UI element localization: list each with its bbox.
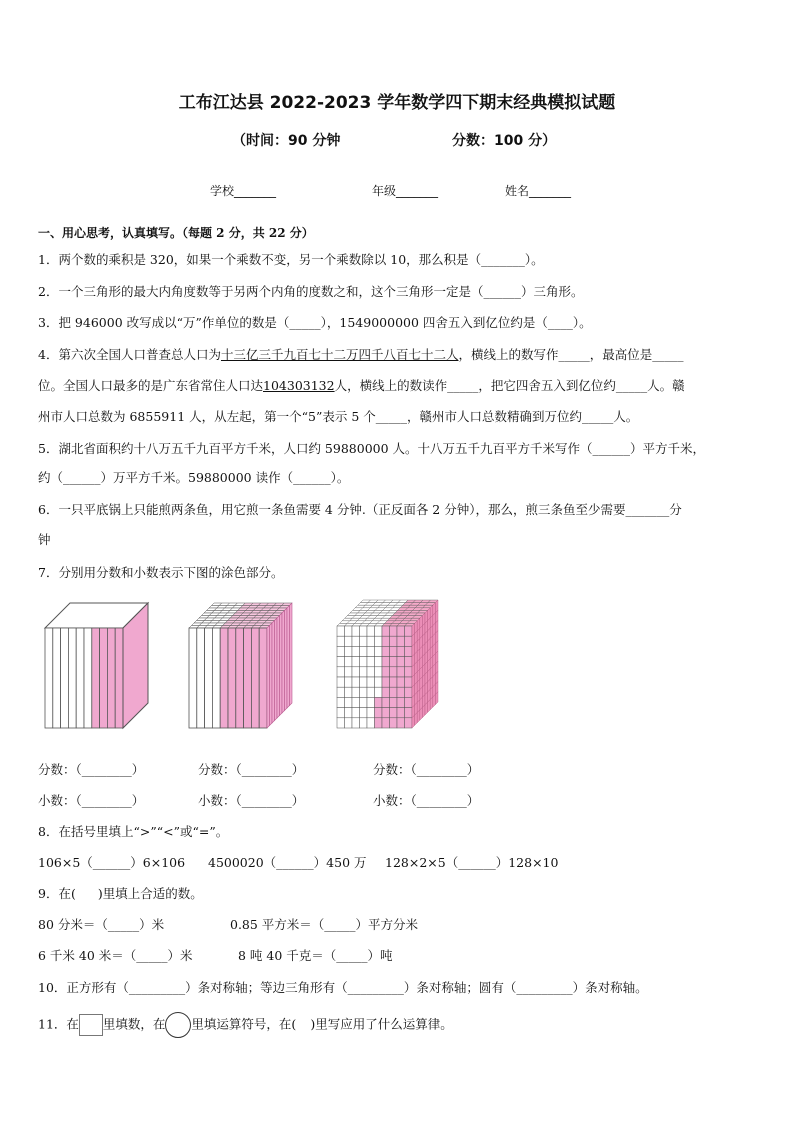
front-cube (397, 677, 405, 687)
front-column (220, 628, 228, 728)
question-3: 3．把 946000 改写成以“万”作单位的数是（_____），1549000000 四舍五入到亿位约是（____）。 (38, 315, 592, 330)
q11-text: 里填数，在 (102, 1016, 166, 1032)
cube-columns (189, 603, 292, 728)
front-cube (390, 636, 398, 646)
front-cube (367, 646, 375, 656)
q11-text: 里填运算符号，在( (191, 1016, 297, 1032)
unit-item-1[interactable]: 80 分米＝（_____）米 (38, 917, 165, 932)
front-cube (360, 687, 368, 697)
front-cube (345, 626, 353, 636)
front-cube (337, 708, 345, 718)
front-cube (360, 677, 368, 687)
front-cube (382, 677, 390, 687)
front-cube (337, 718, 345, 728)
front-column (212, 628, 220, 728)
cube-slice (61, 628, 69, 728)
side-slice (282, 611, 285, 714)
q4-underlined-number: 104303132 (263, 378, 335, 393)
front-cube (390, 697, 398, 707)
front-cube (360, 646, 368, 656)
front-cube (397, 636, 405, 646)
q9-text: 9．在( (38, 886, 76, 901)
front-cube (345, 677, 353, 687)
front-cube (360, 657, 368, 667)
front-cube (382, 646, 390, 656)
front-cube (382, 687, 390, 697)
front-column (244, 628, 252, 728)
front-cube (337, 667, 345, 677)
exam-score: 分数：100 分） (452, 133, 557, 149)
cube-slice (92, 628, 100, 728)
question-7: 7．分别用分数和小数表示下图的涂色部分。 (38, 565, 284, 580)
front-cube (405, 708, 413, 718)
front-cube (345, 718, 353, 728)
q4-text: 人，横线上的数读作_____，把它四舍五入到亿位约_____人。赣 (334, 378, 685, 393)
front-column (197, 628, 205, 728)
front-cube (337, 636, 345, 646)
cube-slice (76, 628, 84, 728)
front-cube (360, 667, 368, 677)
front-cube (352, 636, 360, 646)
front-cube (345, 708, 353, 718)
decimal-answer-1[interactable]: 小数：（________） (38, 793, 145, 808)
front-cube (352, 626, 360, 636)
question-8: 8．在括号里填上“>”“<”或“=”。 (38, 824, 229, 839)
front-cube (337, 646, 345, 656)
front-cube (397, 657, 405, 667)
question-1: 1．两个数的乘积是 320，如果一个乘数不变，另一个乘数除以 10，那么积是（_______）。 (38, 252, 544, 267)
front-cube (397, 718, 405, 728)
cube-slice (53, 628, 61, 728)
front-cube (352, 697, 360, 707)
front-cube (375, 636, 383, 646)
front-cube (345, 657, 353, 667)
cube-slice (84, 628, 92, 728)
side-slice (290, 603, 293, 706)
cube-slice (115, 628, 123, 728)
front-cube (375, 657, 383, 667)
front-cube (360, 718, 368, 728)
question-10: 10．正方形有（_________）条对称轴；等边三角形有（_________）条对称轴；圆有（_________）条对称轴。 (38, 980, 648, 995)
exam-time: （时间：90 分钟 (232, 133, 341, 149)
front-cube (397, 667, 405, 677)
cube-slices (45, 628, 123, 728)
front-cube (375, 718, 383, 728)
decimal-answer-3[interactable]: 小数：（________） (373, 793, 480, 808)
front-cube (405, 677, 413, 687)
front-cube (390, 687, 398, 697)
side-slice (275, 618, 278, 721)
front-cube (405, 687, 413, 697)
front-cube (345, 667, 353, 677)
front-cube (337, 697, 345, 707)
cube-slice (100, 628, 108, 728)
front-cube (367, 657, 375, 667)
front-cube (390, 718, 398, 728)
operator-circle (165, 1012, 191, 1038)
front-column (228, 628, 236, 728)
q11-text: )里写应用了什么运算律。 (310, 1016, 453, 1032)
front-cube (382, 626, 390, 636)
q4-underlined-text: 十三亿三千九百七十二万四千八百七十二人 (220, 347, 459, 362)
front-cube (382, 708, 390, 718)
front-cube (360, 636, 368, 646)
side-slice (267, 626, 270, 729)
front-cube (352, 718, 360, 728)
front-cube (382, 697, 390, 707)
fraction-answer-1[interactable]: 分数：（________） (38, 762, 145, 777)
fraction-answer-2[interactable]: 分数：（________） (198, 762, 305, 777)
front-cube (367, 697, 375, 707)
unit-item-3[interactable]: 6 千米 40 米＝（_____）米 (38, 948, 193, 963)
question-5-line-2: 约（______）万平方千米。59880000 读作（______）。 (38, 470, 350, 485)
front-cube (367, 718, 375, 728)
compare-item-3[interactable]: 128×2×5（______）128×10 (385, 855, 559, 870)
front-cube (405, 646, 413, 656)
front-cube (405, 718, 413, 728)
name-field[interactable]: 姓名_______ (505, 184, 572, 198)
front-cube (405, 626, 413, 636)
grade-field[interactable]: 年级_______ (372, 184, 439, 198)
side-slice (280, 613, 283, 716)
front-cube (337, 687, 345, 697)
front-cube (375, 667, 383, 677)
cube-slice (45, 628, 53, 728)
front-column (259, 628, 267, 728)
q9-text: )里填上合适的数。 (97, 886, 203, 901)
front-cube (352, 646, 360, 656)
question-2: 2．一个三角形的最大内角度数等于另两个内角的度数之和，这个三角形一定是（______）三角形。 (38, 284, 584, 299)
unit-item-2[interactable]: 0.85 平方米＝（_____）平方分米 (230, 917, 419, 932)
question-4-line-1 (38, 345, 684, 363)
front-cube (375, 697, 383, 707)
front-column (236, 628, 244, 728)
front-cube (397, 708, 405, 718)
question-6-line-1: 6．一只平底锅上只能煎两条鱼，用它煎一条鱼需要 4 分钟.（正反面各 2 分钟），那么，煎三条鱼至少需要_______分 (38, 502, 682, 517)
front-cube (352, 667, 360, 677)
front-cube (345, 697, 353, 707)
front-cube (345, 687, 353, 697)
side-slice (277, 616, 280, 719)
front-cube (375, 677, 383, 687)
question-11 (38, 1012, 453, 1038)
front-cube (375, 626, 383, 636)
unit-item-4[interactable]: 8 吨 40 千克＝（_____）吨 (238, 948, 393, 963)
front-cube (382, 667, 390, 677)
front-cube (397, 646, 405, 656)
front-cube (337, 657, 345, 667)
front-cube (352, 708, 360, 718)
front-cube (367, 636, 375, 646)
front-cube (397, 687, 405, 697)
front-cube (405, 697, 413, 707)
cube-figure-thousandths (335, 594, 440, 734)
front-cube (367, 626, 375, 636)
front-cube (367, 667, 375, 677)
front-cube (345, 636, 353, 646)
front-cube (382, 657, 390, 667)
decimal-answer-2[interactable]: 小数：（________） (198, 793, 305, 808)
compare-item-2[interactable]: 4500020（______）450 万 (208, 855, 367, 870)
front-cube (345, 646, 353, 656)
number-box (79, 1014, 103, 1036)
question-6-line-2: 钟 (38, 532, 51, 547)
front-cube (405, 667, 413, 677)
front-cube (390, 677, 398, 687)
front-cube (352, 657, 360, 667)
side-slice (285, 608, 288, 711)
cube-slice (107, 628, 115, 728)
question-4-line-2 (38, 376, 685, 394)
front-cube (360, 708, 368, 718)
front-column (251, 628, 259, 728)
q4-text: 位。全国人口最多的是广东省常住人口达 (38, 378, 264, 393)
question-9 (38, 884, 203, 902)
front-cube (367, 687, 375, 697)
section-heading: 一、用心思考，认真填写。（每题 2 分，共 22 分） (38, 226, 314, 240)
question-5-line-1: 5．湖北省面积约十八万五千九百平方千米，人口约 59880000 人。十八万五千九百平方千米写作（______）平方千米， (38, 441, 706, 456)
front-cube (390, 657, 398, 667)
side-slice (270, 623, 273, 726)
cube-slice (68, 628, 76, 728)
front-cube (405, 657, 413, 667)
front-cube (375, 708, 383, 718)
school-field[interactable]: 学校_______ (210, 184, 277, 198)
front-cube (397, 626, 405, 636)
q4-text: ，横线上的数写作_____，最高位是_____ (458, 347, 684, 362)
front-cube (367, 708, 375, 718)
front-cube (360, 626, 368, 636)
side-slice (287, 606, 290, 709)
exam-title: 工布江达县 2022-2023 学年数学四下期末经典模拟试题 (178, 93, 616, 113)
front-column (205, 628, 213, 728)
front-cube (390, 626, 398, 636)
fraction-answer-3[interactable]: 分数：（________） (373, 762, 480, 777)
front-cube (397, 697, 405, 707)
front-cube (337, 677, 345, 687)
front-cube (382, 636, 390, 646)
cube-figure-tenths (40, 598, 152, 732)
front-column (189, 628, 197, 728)
front-cube (360, 697, 368, 707)
front-cube (367, 677, 375, 687)
side-slice (272, 621, 275, 724)
front-cube (337, 626, 345, 636)
front-cube (405, 636, 413, 646)
q4-text: 4．第六次全国人口普查总人口为 (38, 347, 221, 362)
front-cube (390, 708, 398, 718)
q11-text: 11．在 (38, 1016, 79, 1032)
front-cube (375, 687, 383, 697)
front-cube (375, 646, 383, 656)
compare-item-1[interactable]: 106×5（______）6×106 (38, 855, 186, 870)
front-cube (390, 646, 398, 656)
front-cube (390, 667, 398, 677)
question-4-line-3: 州市人口总数为 6855911 人，从左起，第一个“5”表示 5 个_____，赣州市人口总数精确到万位约_____人。 (38, 409, 639, 424)
cube-grid (337, 600, 438, 728)
cube-figure-hundredths (185, 598, 300, 732)
front-cube (352, 677, 360, 687)
front-cube (382, 718, 390, 728)
front-cube (352, 687, 360, 697)
